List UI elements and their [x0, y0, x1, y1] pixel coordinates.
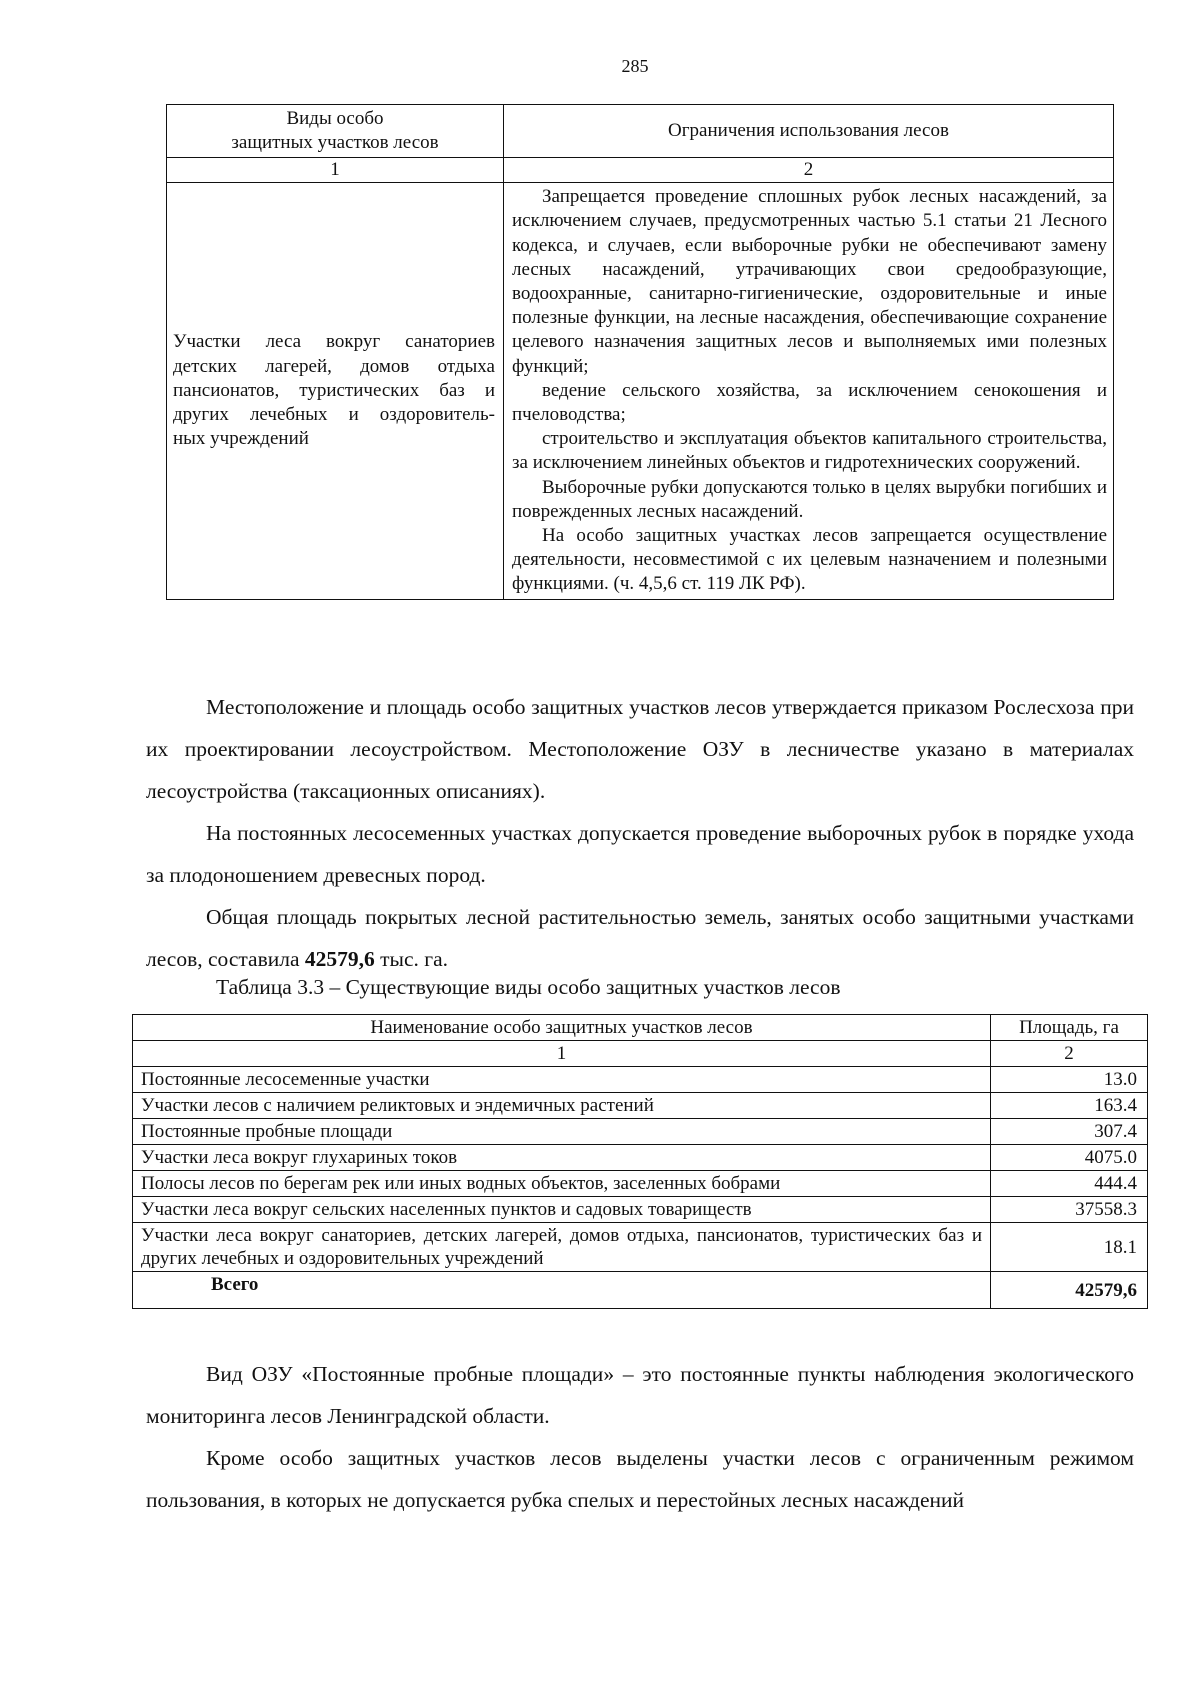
page-number: 285	[621, 56, 649, 76]
plot-name: Постоянные пробные площади	[133, 1119, 991, 1145]
column-number: 2	[504, 158, 1114, 183]
paragraph-total-area	[146, 896, 1134, 980]
table-row	[133, 1093, 1148, 1119]
table-header-row	[167, 105, 1114, 158]
restriction-paragraph: Выборочные рубки допускаются только в целях вырубки погибших и поврежденных лесных насаждений.	[512, 476, 1107, 522]
restriction-paragraph: Запрещается проведение сплошных рубок лесных насаждений, за исключением случаев, предусмотренных частью 5.1 статьи 21 Лесного кодекса, и случаев, если выборочные рубки не обеспечивают замену лесных насаждений, утрачивающих свои средообразующие, водоохранные, санитарно-гигиенические, оздоровительные и иные полезные функции, на лесные насаждения, обеспечивающие сохранение целевого назначения защитных лесов и выполняемых ими полезных функций;	[512, 186, 1107, 377]
body-text-after	[146, 1353, 1134, 1521]
restriction-paragraph: ведение сельского хозяйства, за исключением сенокошения и пчеловодства;	[512, 379, 1107, 426]
header-plot-types-line1: Виды особо	[286, 107, 384, 129]
total-text-before: Общая площадь покрытых лесной растительностью земель, занятых особо защитными участками лесов, составила	[146, 905, 1134, 971]
body-text	[146, 686, 1134, 980]
total-area: 42579,6	[991, 1272, 1148, 1309]
column-number: 1	[133, 1041, 991, 1067]
table-row	[167, 183, 1114, 599]
plot-name: Постоянные лесосеменные участки	[133, 1067, 991, 1093]
plot-area: 163.4	[991, 1093, 1148, 1119]
header-plot-types-line2: защитных участков лесов	[231, 132, 439, 153]
header-restrictions: Ограничения использования лесов	[504, 105, 1114, 158]
plot-type-line: ных учреждений	[173, 428, 309, 450]
column-number-row	[133, 1041, 1148, 1067]
plot-type-line: других лечебных и оздоровитель-	[173, 404, 495, 426]
plot-area: 13.0	[991, 1067, 1148, 1093]
paragraph: Вид ОЗУ «Постоянные пробные площади» – это постоянные пункты наблюдения экологического мониторинга лесов Ленинградской области.	[146, 1362, 1134, 1428]
column-number: 1	[167, 158, 504, 183]
table-row	[133, 1197, 1148, 1223]
restrictions-cell	[504, 183, 1114, 599]
header-plot-types	[167, 105, 504, 158]
plot-type-line: детских лагерей, домов отдыха	[173, 355, 495, 377]
plot-name: Участки леса вокруг сельских населенных пунктов и садовых товариществ	[133, 1197, 991, 1223]
plot-area: 307.4	[991, 1119, 1148, 1145]
header-area: Площадь, га	[991, 1015, 1148, 1041]
plot-name: Участки леса вокруг санаториев, детских лагерей, домов отдыха, пансионатов, туристических баз и других лечебных и оздоровительных учреждений	[133, 1223, 991, 1272]
restriction-paragraph: На особо защитных участках лесов запрещается осуществление деятельности, несовместимой с их целевым назначением и полезными функциями. (ч. 4,5,6 ст. 119 ЛК РФ).	[512, 525, 1107, 595]
table-row	[133, 1145, 1148, 1171]
paragraph: Местоположение и площадь особо защитных участков лесов утверждается приказом Рослесхоза при их проектировании лесоустройством. Местоположение ОЗУ в лесничестве указано в материалах лесоустройства (таксационных описаниях).	[146, 695, 1134, 803]
column-number: 2	[991, 1041, 1148, 1067]
plot-area: 444.4	[991, 1171, 1148, 1197]
table-row	[133, 1171, 1148, 1197]
plot-name: Участки леса вокруг глухариных токов	[133, 1145, 991, 1171]
header-plot-name: Наименование особо защитных участков лесов	[133, 1015, 991, 1041]
plot-type-cell	[167, 183, 504, 599]
plot-name: Полосы лесов по берегам рек или иных водных объектов, заселенных бобрами	[133, 1171, 991, 1197]
total-area-value: 42579,6	[304, 947, 375, 971]
total-text-after: тыс. га.	[374, 947, 449, 971]
table-row	[133, 1119, 1148, 1145]
paragraph: Кроме особо защитных участков лесов выделены участки лесов с ограниченным режимом пользования, в которых не допускается рубка спелых и перестойных лесных насаждений	[146, 1446, 1134, 1512]
column-number-row	[167, 158, 1114, 183]
total-row	[133, 1272, 1148, 1309]
restrictions-table	[166, 104, 1114, 600]
plot-area: 18.1	[991, 1223, 1148, 1272]
plot-type-line: пансионатов, туристических баз и	[173, 379, 495, 401]
table-row	[133, 1067, 1148, 1093]
plot-type-line: Участки леса вокруг санаториев	[173, 331, 495, 353]
table-row	[133, 1223, 1148, 1272]
plot-area: 37558.3	[991, 1197, 1148, 1223]
table-caption: Таблица 3.3 – Существующие виды особо защитных участков лесов	[216, 975, 841, 999]
table-header-row	[133, 1015, 1148, 1041]
restriction-paragraph: строительство и эксплуатация объектов капитального строительства, за исключением линейных объектов и гидротехнических сооружений.	[512, 428, 1107, 474]
plots-area-table	[132, 1014, 1148, 1309]
total-label: Всего	[133, 1272, 991, 1309]
plot-name: Участки лесов с наличием реликтовых и эндемичных растений	[133, 1093, 991, 1119]
plot-area: 4075.0	[991, 1145, 1148, 1171]
paragraph: На постоянных лесосеменных участках допускается проведение выборочных рубок в порядке ухода за плодоношением древесных пород.	[146, 821, 1134, 887]
